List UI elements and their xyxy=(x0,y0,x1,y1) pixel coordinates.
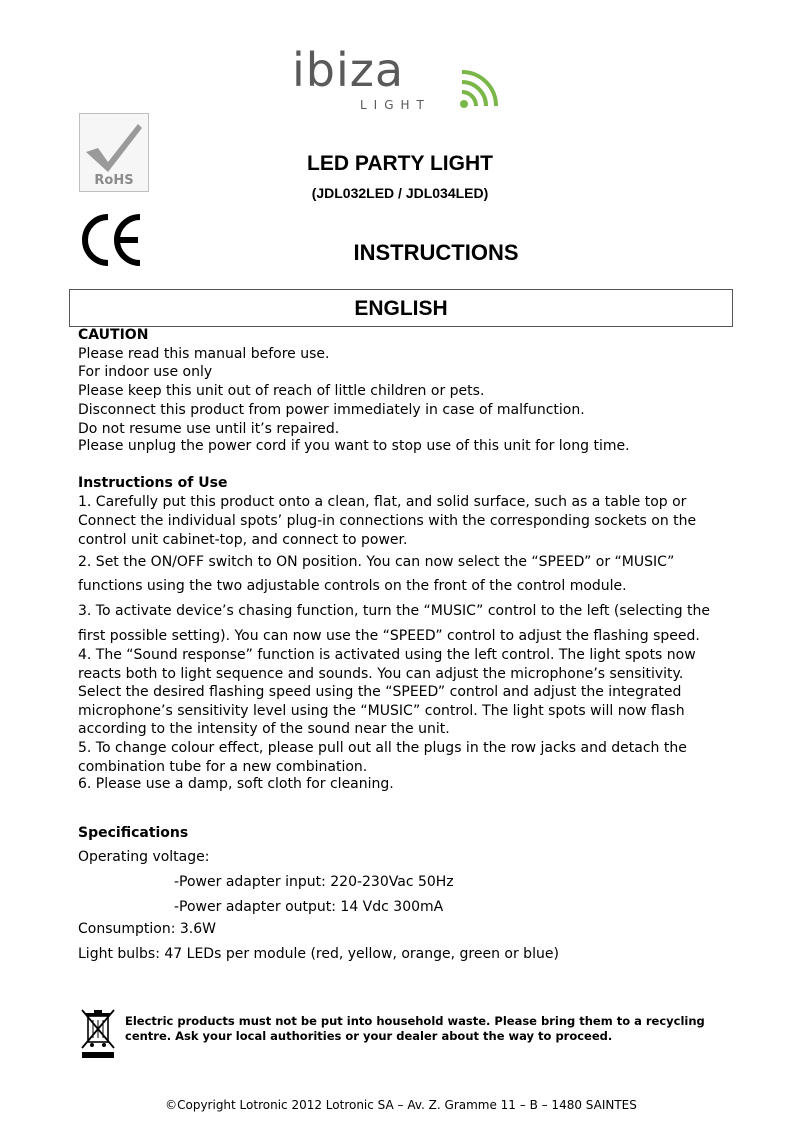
instruction-line: control unit cabinet-top, and connect to power. xyxy=(78,532,408,548)
instructions-of-use-heading: Instructions of Use xyxy=(78,475,228,491)
caution-line: For indoor use only xyxy=(78,364,213,380)
instruction-line: combination tube for a new combination. xyxy=(78,759,368,775)
specifications-heading: Specifications xyxy=(78,825,189,841)
ibiza-light-logo xyxy=(290,43,514,116)
caution-line: Please read this manual before use. xyxy=(78,346,330,362)
language-label: ENGLISH xyxy=(354,297,448,320)
model-numbers: (JDL032LED / JDL034LED) xyxy=(311,185,489,201)
instruction-line: 3. To activate device’s chasing function, turn the “MUSIC” control to the left (selecting the xyxy=(78,603,711,619)
waste-notice-line: centre. Ask your local authorities or your dealer about the way to proceed. xyxy=(125,1029,613,1043)
instruction-line: 2. Set the ON/OFF switch to ON position. You can now select the “SPEED” or “MUSIC” xyxy=(78,554,675,570)
product-title: LED PARTY LIGHT xyxy=(307,152,493,175)
instruction-line: 6. Please use a damp, soft cloth for cleaning. xyxy=(78,776,394,792)
caution-line: Do not resume use until it’s repaired. xyxy=(78,421,340,437)
instruction-line: 4. The “Sound response” function is activated using the left control. The light spots now xyxy=(78,647,696,663)
instruction-line: Connect the individual spots’ plug-in connections with the corresponding sockets on the xyxy=(78,513,697,529)
caution-line: Please keep this unit out of reach of little children or pets. xyxy=(78,383,485,399)
logo-sub-text: LIGHT xyxy=(360,98,431,112)
crossed-bin-icon xyxy=(80,1008,116,1060)
instruction-line: 5. To change colour effect, please pull out all the plugs in the row jacks and detach the xyxy=(78,740,687,756)
instruction-line: according to the intensity of the sound near the unit. xyxy=(78,721,450,737)
signal-waves-icon xyxy=(450,62,510,118)
logo-brand-text: ibiza xyxy=(292,43,405,97)
caution-heading: CAUTION xyxy=(78,327,149,343)
waste-disposal-notice xyxy=(125,1014,705,1044)
waste-notice-line: Electric products must not be put into household waste. Please bring them to a recycling xyxy=(125,1014,705,1028)
instructions-heading: INSTRUCTIONS xyxy=(353,240,519,265)
spec-consumption: Consumption: 3.6W xyxy=(78,921,216,937)
instruction-line: 1. Carefully put this product onto a clean, flat, and solid surface, such as a table top or xyxy=(78,494,687,510)
rohs-badge xyxy=(79,113,149,192)
ce-mark-icon xyxy=(80,213,144,267)
spec-operating-voltage: Operating voltage: xyxy=(78,849,210,865)
checkmark-icon xyxy=(80,116,148,176)
language-banner xyxy=(69,289,733,327)
spec-light-bulbs: Light bulbs: 47 LEDs per module (red, yellow, orange, green or blue) xyxy=(78,946,559,962)
copyright-footer: ©Copyright Lotronic 2012 Lotronic SA – Av. Z. Gramme 11 – B – 1480 SAINTES xyxy=(165,1098,637,1112)
instruction-line: first possible setting). You can now use the “SPEED” control to adjust the flashing speed. xyxy=(78,628,700,644)
rohs-label: RoHS xyxy=(94,173,134,188)
instruction-line: functions using the two adjustable controls on the front of the control module. xyxy=(78,578,627,594)
instruction-line: reacts both to light sequence and sounds. You can adjust the microphone’s sensitivity. xyxy=(78,666,684,682)
caution-line: Please unplug the power cord if you want to stop use of this unit for long time. xyxy=(78,438,630,454)
spec-adapter-output: -Power adapter output: 14 Vdc 300mA xyxy=(174,899,444,915)
instruction-line: Select the desired flashing speed using the “SPEED” control and adjust the integrated xyxy=(78,684,682,700)
caution-line: Disconnect this product from power immediately in case of malfunction. xyxy=(78,402,585,418)
spec-adapter-input: -Power adapter input: 220-230Vac 50Hz xyxy=(174,874,454,890)
instruction-line: microphone’s sensitivity level using the “MUSIC” control. The light spots will now flash xyxy=(78,703,685,719)
